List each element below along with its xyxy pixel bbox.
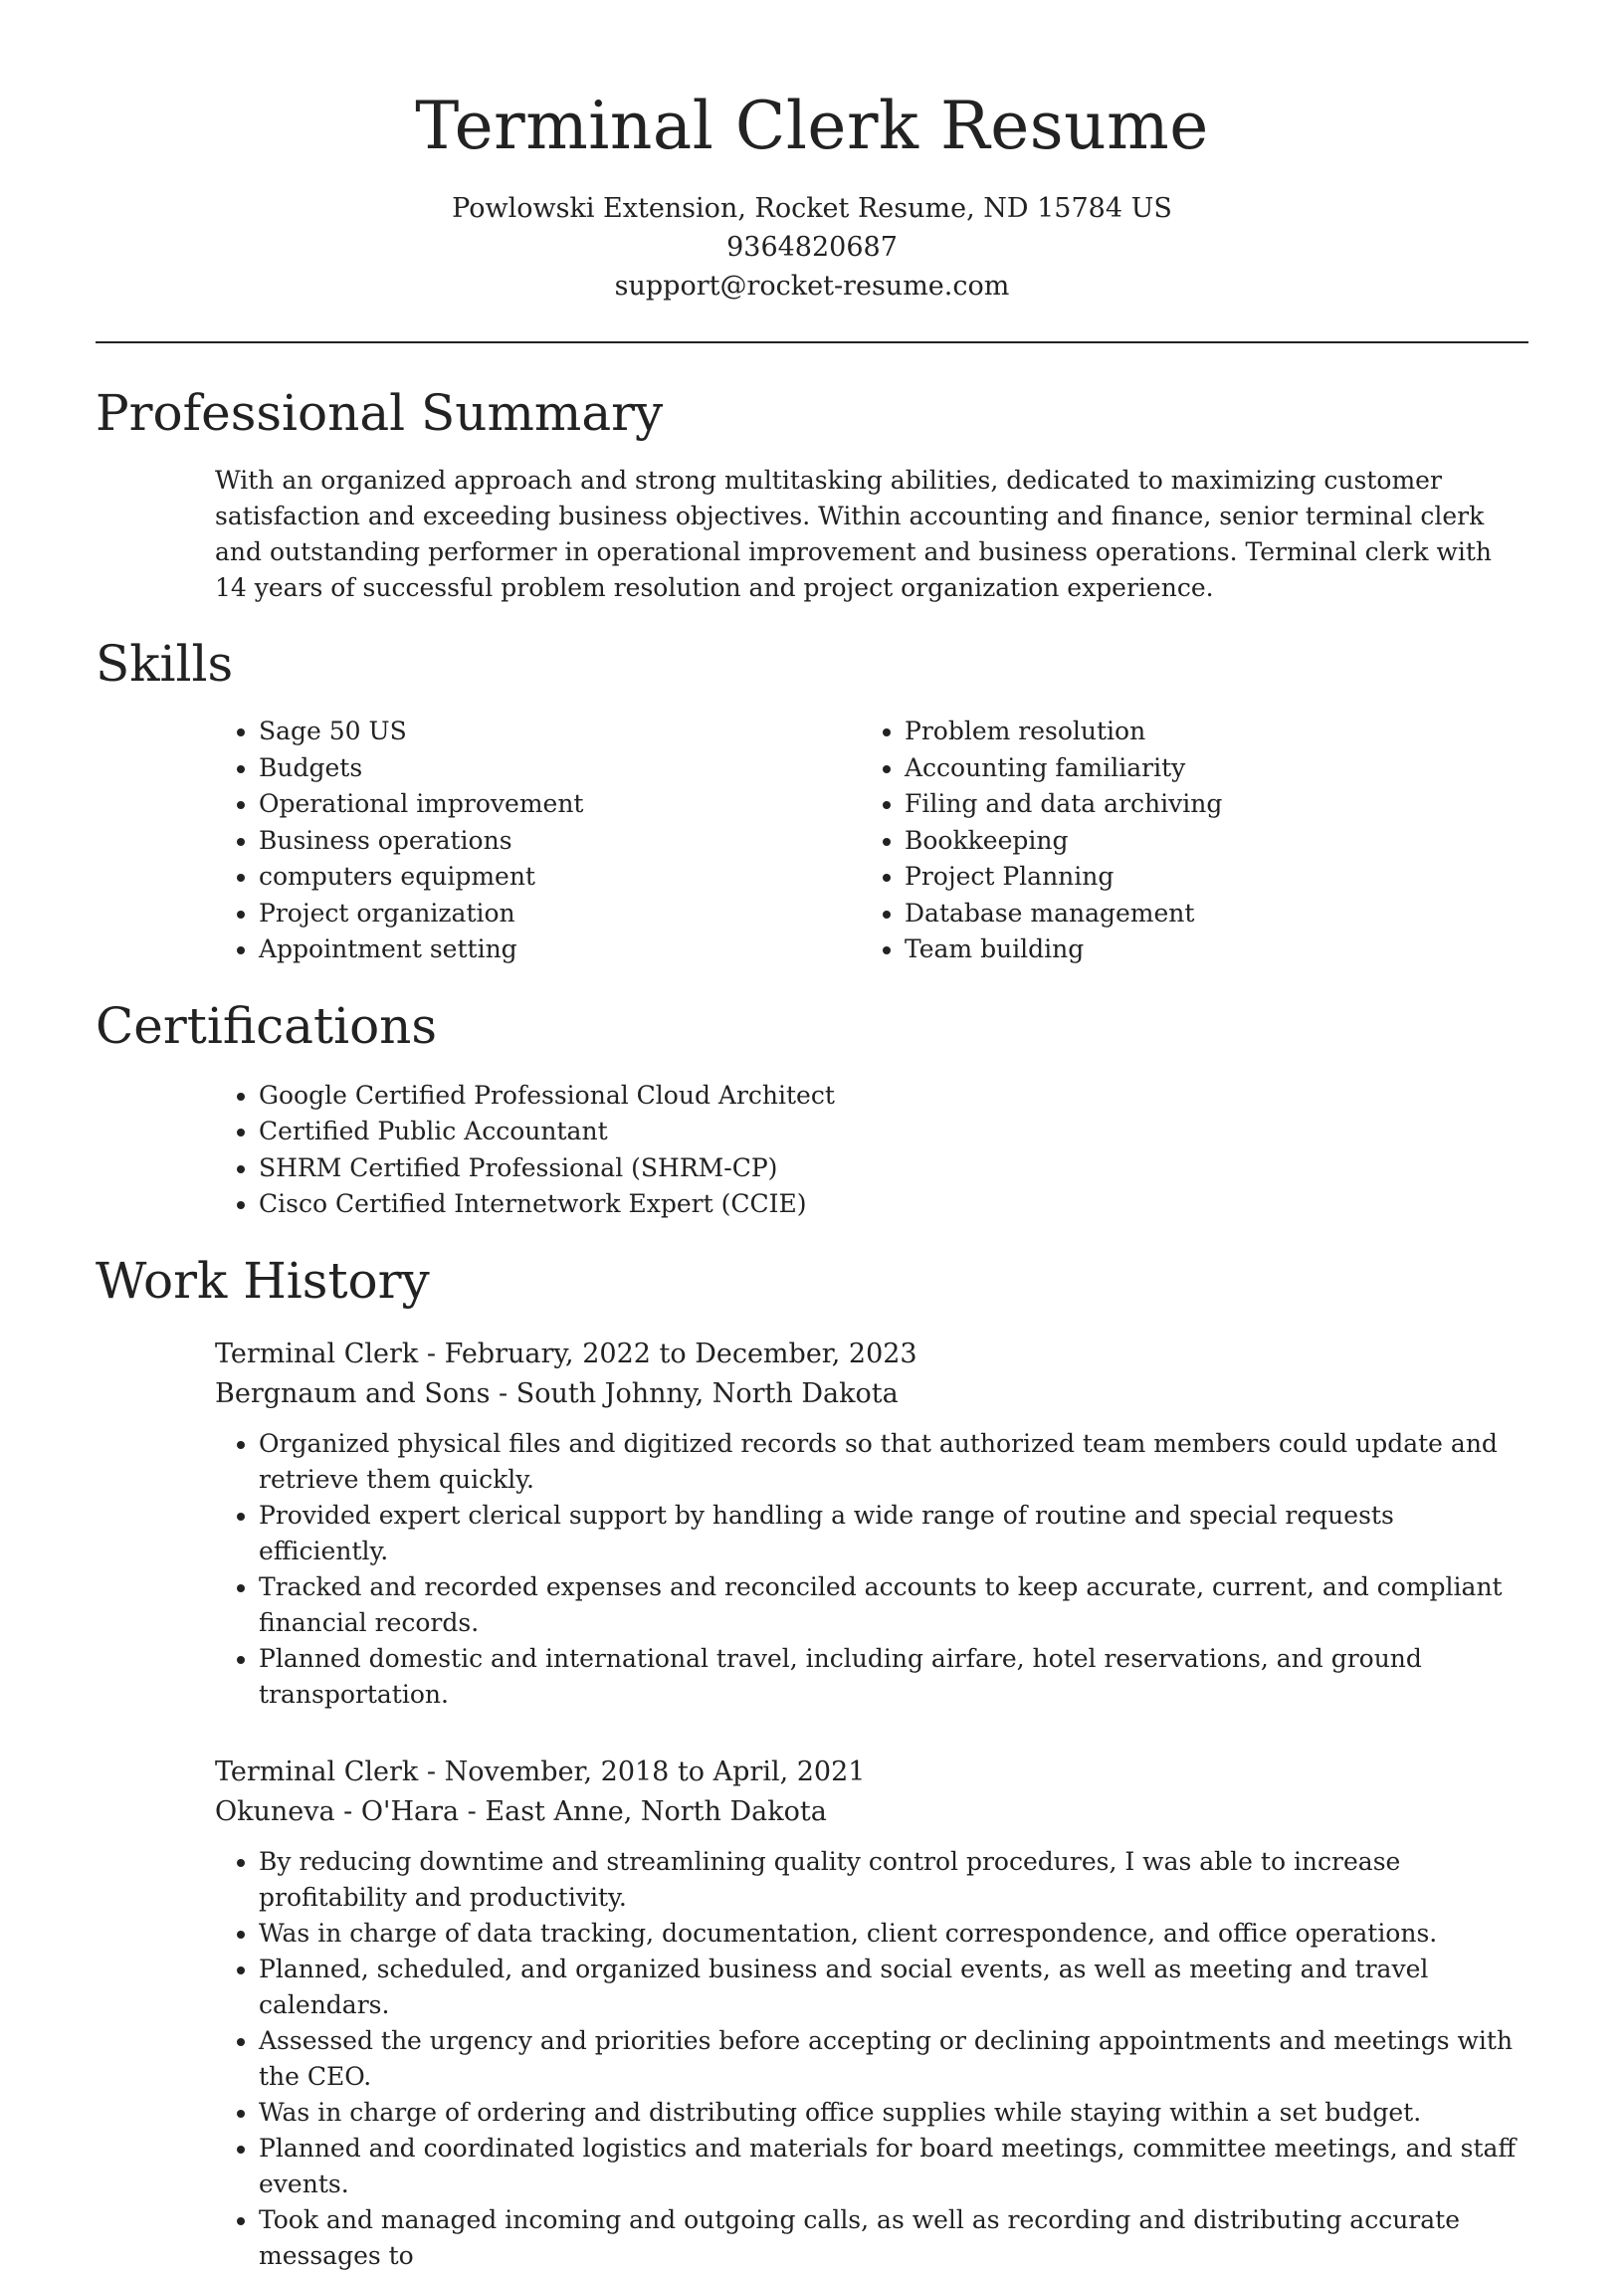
skill-item: • Database management [905,896,1507,932]
contact-email: support@rocket-resume.com [614,271,1010,302]
skill-item: • Team building [905,931,1507,968]
skill-item: • Accounting familiarity [905,750,1507,787]
skill-item: • Project Planning [905,859,1507,896]
certifications-items [215,1078,1528,1223]
job-bullet: • Planned, scheduled, and organized business and social events, as well as meeting and travel calendars. [259,1952,1528,2023]
certifications-list [215,1078,1528,1223]
contact-phone: 9364820687 [726,232,898,263]
contact-address: Powlowski Extension, Rocket Resume, ND 15784 US [452,193,1172,224]
skill-item: • Bookkeeping [905,823,1507,860]
job-bullet: • Planned domestic and international travel, including airfare, hotel reservations, and ground transportation. [259,1641,1528,1713]
job-company-location: Okuneva - O'Hara - East Anne, North Dakota [215,1795,827,1827]
certifications-heading: Certifications [96,996,438,1055]
skill-item: • Operational improvement [259,786,861,823]
job-bullet: • Assessed the urgency and priorities before accepting or declining appointments and meetings with the CEO. [259,2023,1528,2095]
job-bullets [215,1426,1528,1713]
job-company-location: Bergnaum and Sons - South Johnny, North Dakota [215,1377,899,1409]
job-entry [215,1335,1528,1713]
job-entry [215,1753,1528,2274]
certification-item: • Certified Public Accountant [259,1114,1528,1150]
skills-column-right [861,714,1507,968]
work-history-heading: Work History [96,1251,430,1310]
job-bullet: • Provided expert clerical support by handling a wide range of routine and special requests efficiently. [259,1498,1528,1569]
skill-item: • Business operations [259,823,861,860]
job-bullet: • Took and managed incoming and outgoing calls, as well as recording and distributing accurate messages to [259,2202,1528,2274]
header-divider [96,341,1528,343]
skill-item: • Filing and data archiving [905,786,1507,823]
job-role-dates: Terminal Clerk - February, 2022 to December, 2023 [215,1338,917,1369]
resume-page [96,0,1528,2274]
skill-item: • computers equipment [259,859,861,896]
skill-item: • Sage 50 US [259,714,861,750]
job-bullet: • Was in charge of data tracking, documentation, client correspondence, and office operations. [259,1916,1528,1952]
skills-heading: Skills [96,635,234,693]
certification-item: • Cisco Certified Internetwork Expert (CCIE) [259,1186,1528,1223]
skill-item: • Budgets [259,750,861,787]
skill-item: • Project organization [259,896,861,932]
certification-item: • Google Certified Professional Cloud Architect [259,1078,1528,1115]
job-bullet: • Planned and coordinated logistics and materials for board meetings, committee meetings, and staff events. [259,2131,1528,2202]
resume-title: Terminal Clerk Resume [415,88,1209,164]
resume-header [96,0,1528,306]
job-bullet: • Was in charge of ordering and distributing office supplies while staying within a set budget. [259,2095,1528,2131]
certification-item: • SHRM Certified Professional (SHRM-CP) [259,1150,1528,1187]
skill-item: • Problem resolution [905,714,1507,750]
summary-text: With an organized approach and strong multitasking abilities, dedicated to maximizing customer satisfaction and exceeding business objectives. Within accounting and finance, senior terminal clerk and outstanding performer in operational improvement and business operations. Terminal clerk with 14 years of successful problem resolution and project organization experience. [215,466,1493,602]
job-role-dates: Terminal Clerk - November, 2018 to April, 2021 [215,1756,866,1787]
job-bullets [215,1844,1528,2274]
job-bullet: • Organized physical files and digitized records so that authorized team members could update and retrieve them quickly. [259,1426,1528,1498]
summary-heading: Professional Summary [96,384,664,442]
skills-column-left [215,714,861,968]
skills-list [215,714,1528,968]
job-bullet: • Tracked and recorded expenses and reconciled accounts to keep accurate, current, and compliant financial records. [259,1569,1528,1641]
skill-item: • Appointment setting [259,931,861,968]
job-bullet: • By reducing downtime and streamlining quality control procedures, I was able to increase profitability and productivity. [259,1844,1528,1916]
